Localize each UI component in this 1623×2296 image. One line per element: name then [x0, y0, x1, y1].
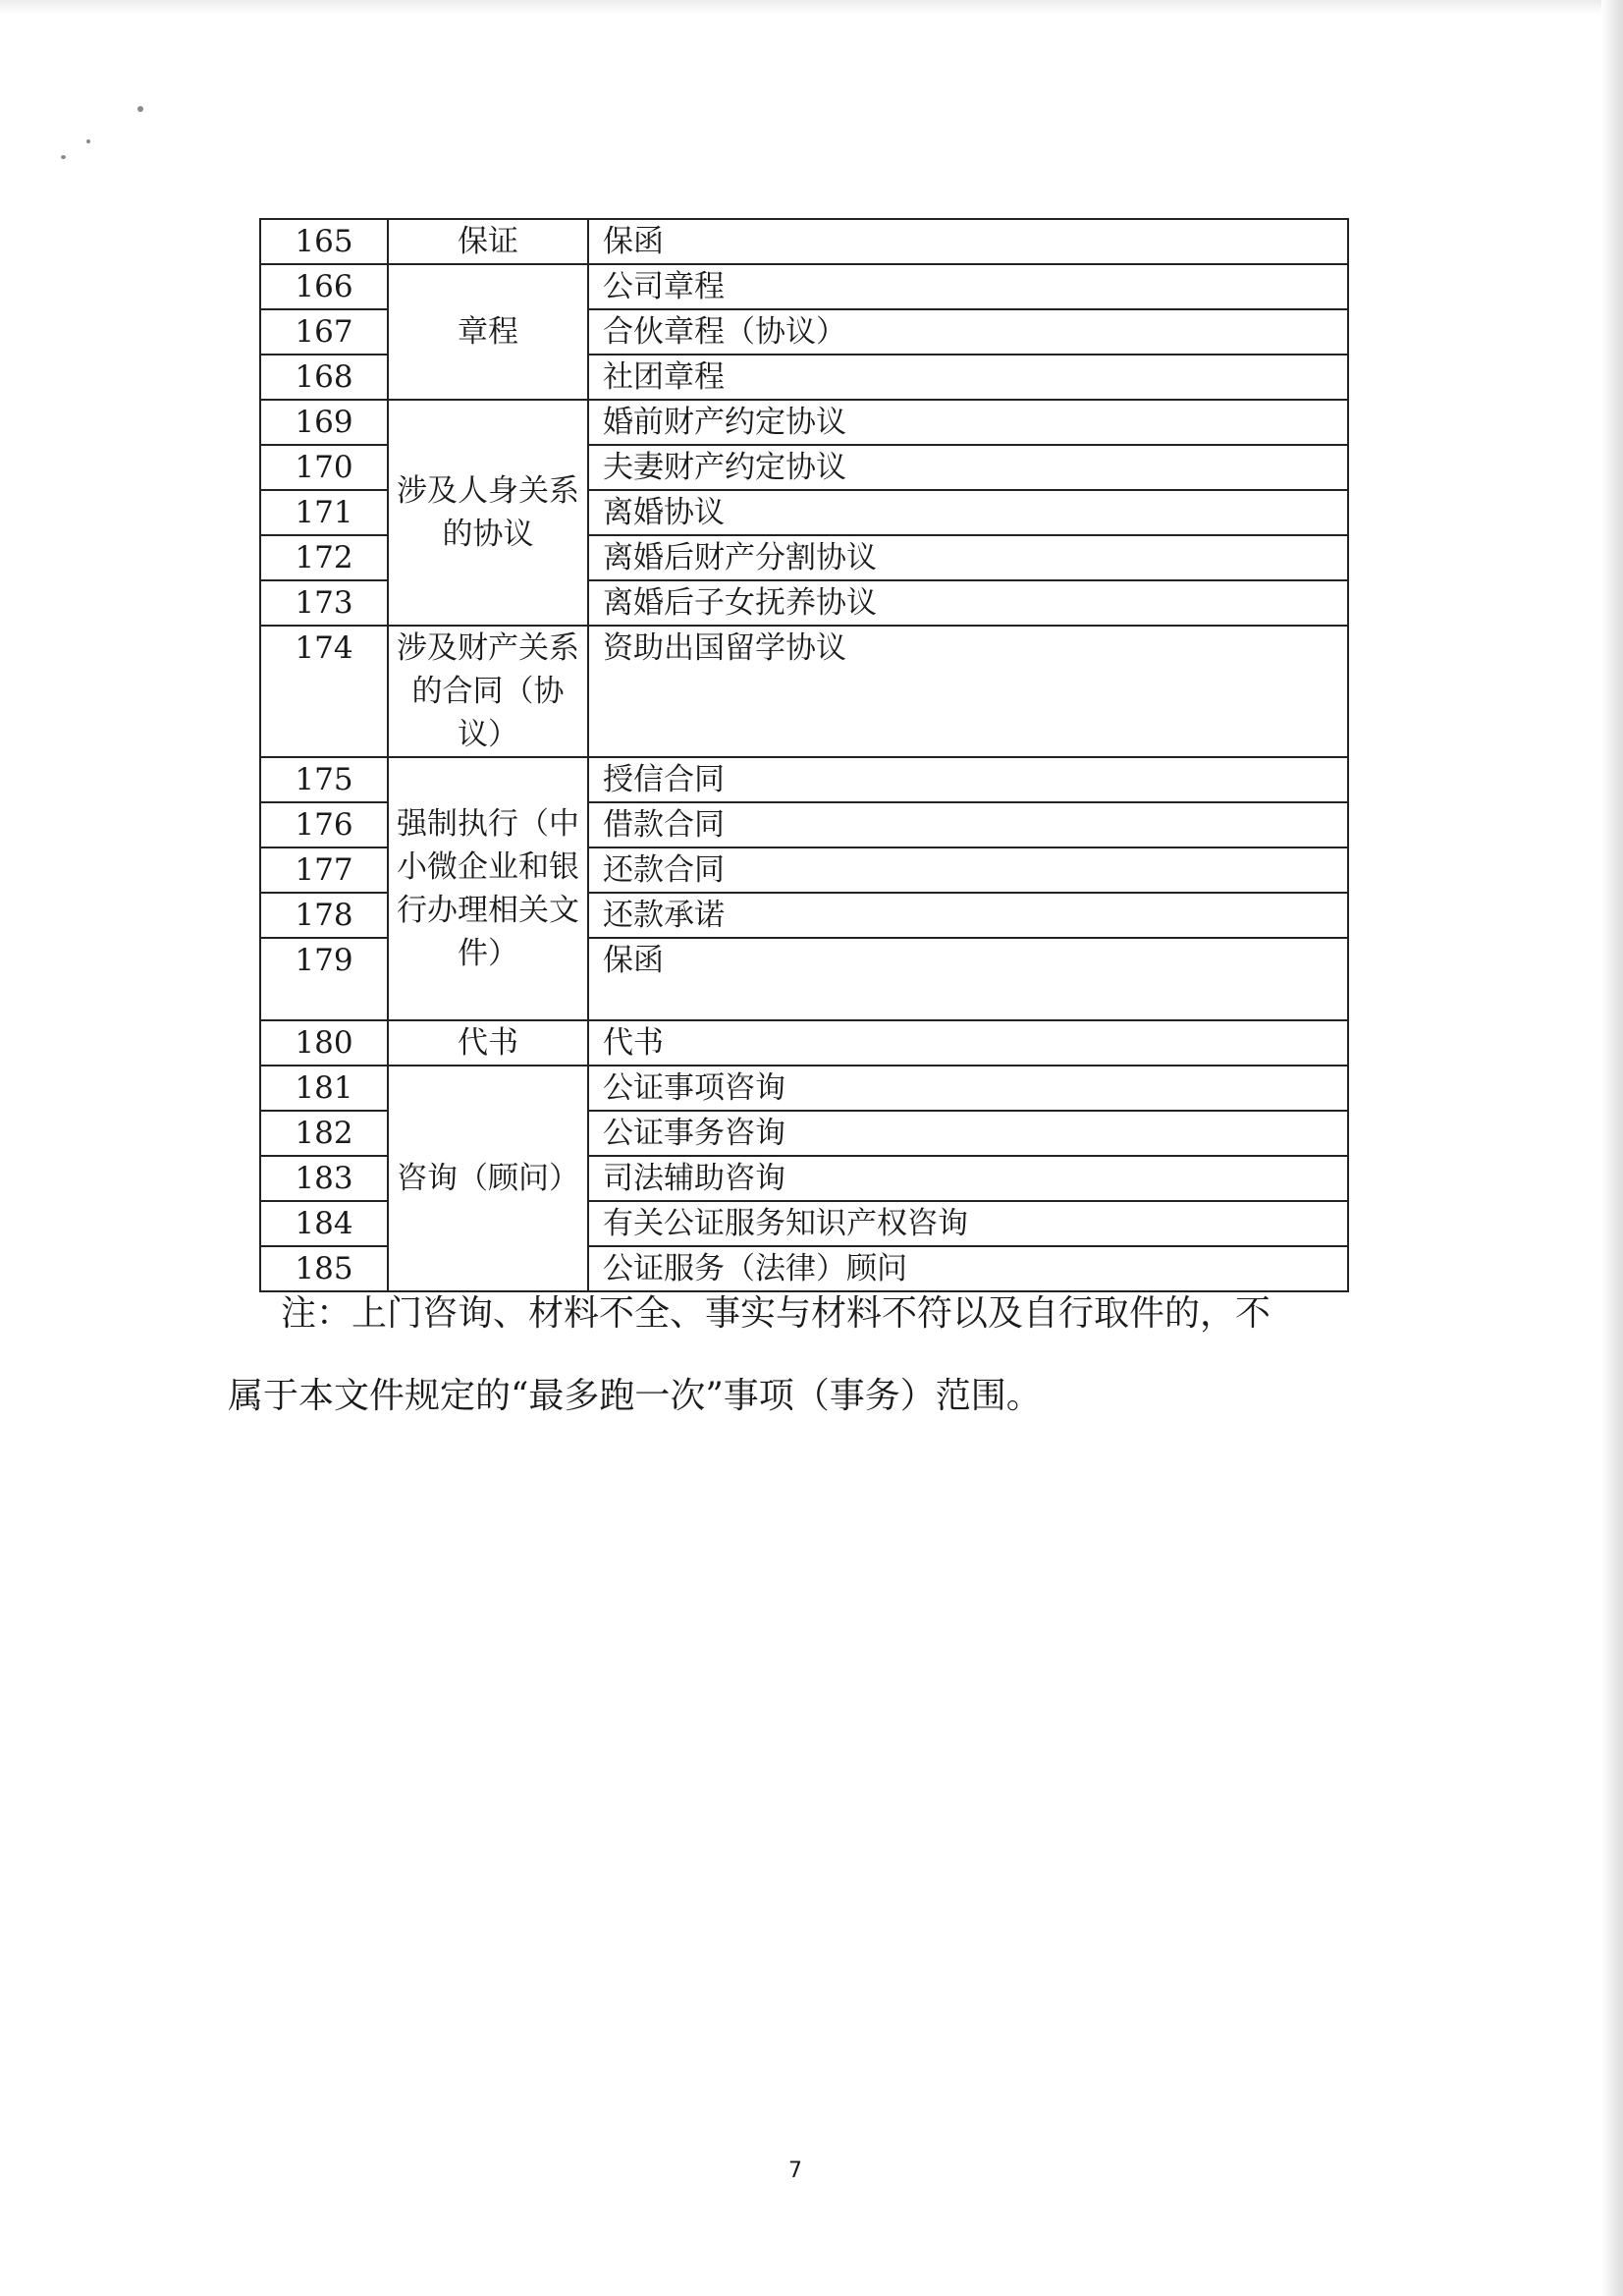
scan-speck — [61, 155, 66, 159]
row-number: 181 — [260, 1066, 388, 1111]
category-cell: 保证 — [388, 219, 588, 264]
item-cell: 夫妻财产约定协议 — [588, 445, 1348, 490]
row-number: 178 — [260, 893, 388, 938]
item-cell: 有关公证服务知识产权咨询 — [588, 1201, 1348, 1246]
item-cell: 代书 — [588, 1020, 1348, 1066]
item-cell: 借款合同 — [588, 802, 1348, 847]
footnote-line-1: 注：上门咨询、材料不全、事实与材料不符以及自行取件的，不 — [281, 1293, 1271, 1334]
footnote-line-2: 属于本文件规定的“最多跑一次”事项（事务）范围。 — [228, 1376, 1042, 1416]
table-row — [260, 757, 1348, 802]
item-cell: 保函 — [588, 219, 1348, 264]
item-cell: 合伙章程（协议） — [588, 309, 1348, 355]
item-cell: 公司章程 — [588, 264, 1348, 309]
table-row — [260, 264, 1348, 309]
row-number: 168 — [260, 355, 388, 400]
item-cell: 公证事项咨询 — [588, 1066, 1348, 1111]
item-cell: 离婚后子女抚养协议 — [588, 580, 1348, 626]
item-cell: 离婚后财产分割协议 — [588, 535, 1348, 580]
table-row — [260, 219, 1348, 264]
item-cell: 司法辅助咨询 — [588, 1156, 1348, 1201]
item-cell: 社团章程 — [588, 355, 1348, 400]
item-cell: 授信合同 — [588, 757, 1348, 802]
table-row — [260, 400, 1348, 445]
category-cell: 涉及财产关系的合同（协议） — [388, 626, 588, 757]
item-cell: 公证服务（法律）顾问 — [588, 1246, 1348, 1291]
scan-speck — [86, 139, 90, 143]
row-number: 182 — [260, 1111, 388, 1156]
category-cell: 咨询（顾问） — [388, 1066, 588, 1291]
page-number: 7 — [788, 2159, 802, 2183]
row-number: 170 — [260, 445, 388, 490]
row-number: 175 — [260, 757, 388, 802]
row-number: 177 — [260, 847, 388, 893]
row-number: 166 — [260, 264, 388, 309]
item-cell: 保函 — [588, 938, 1348, 1020]
scan-edge-top — [0, 0, 1623, 14]
row-number: 174 — [260, 626, 388, 757]
category-cell: 强制执行（中小微企业和银行办理相关文件） — [388, 757, 588, 1020]
row-number: 173 — [260, 580, 388, 626]
category-cell: 章程 — [388, 264, 588, 400]
scan-speck — [137, 106, 143, 112]
row-number: 184 — [260, 1201, 388, 1246]
table-row — [260, 1066, 1348, 1111]
row-number: 165 — [260, 219, 388, 264]
table-row — [260, 1020, 1348, 1066]
row-number: 185 — [260, 1246, 388, 1291]
item-cell: 还款承诺 — [588, 893, 1348, 938]
table-row — [260, 626, 1348, 757]
row-number: 179 — [260, 938, 388, 1020]
category-cell: 代书 — [388, 1020, 588, 1066]
row-number: 180 — [260, 1020, 388, 1066]
row-number: 167 — [260, 309, 388, 355]
row-number: 172 — [260, 535, 388, 580]
row-number: 183 — [260, 1156, 388, 1201]
item-cell: 还款合同 — [588, 847, 1348, 893]
scan-edge-right — [1601, 0, 1623, 2296]
item-cell: 离婚协议 — [588, 490, 1348, 535]
notary-items-table — [259, 218, 1349, 1292]
item-cell: 公证事务咨询 — [588, 1111, 1348, 1156]
category-cell: 涉及人身关系的协议 — [388, 400, 588, 626]
item-cell: 资助出国留学协议 — [588, 626, 1348, 757]
row-number: 169 — [260, 400, 388, 445]
item-cell: 婚前财产约定协议 — [588, 400, 1348, 445]
row-number: 171 — [260, 490, 388, 535]
row-number: 176 — [260, 802, 388, 847]
